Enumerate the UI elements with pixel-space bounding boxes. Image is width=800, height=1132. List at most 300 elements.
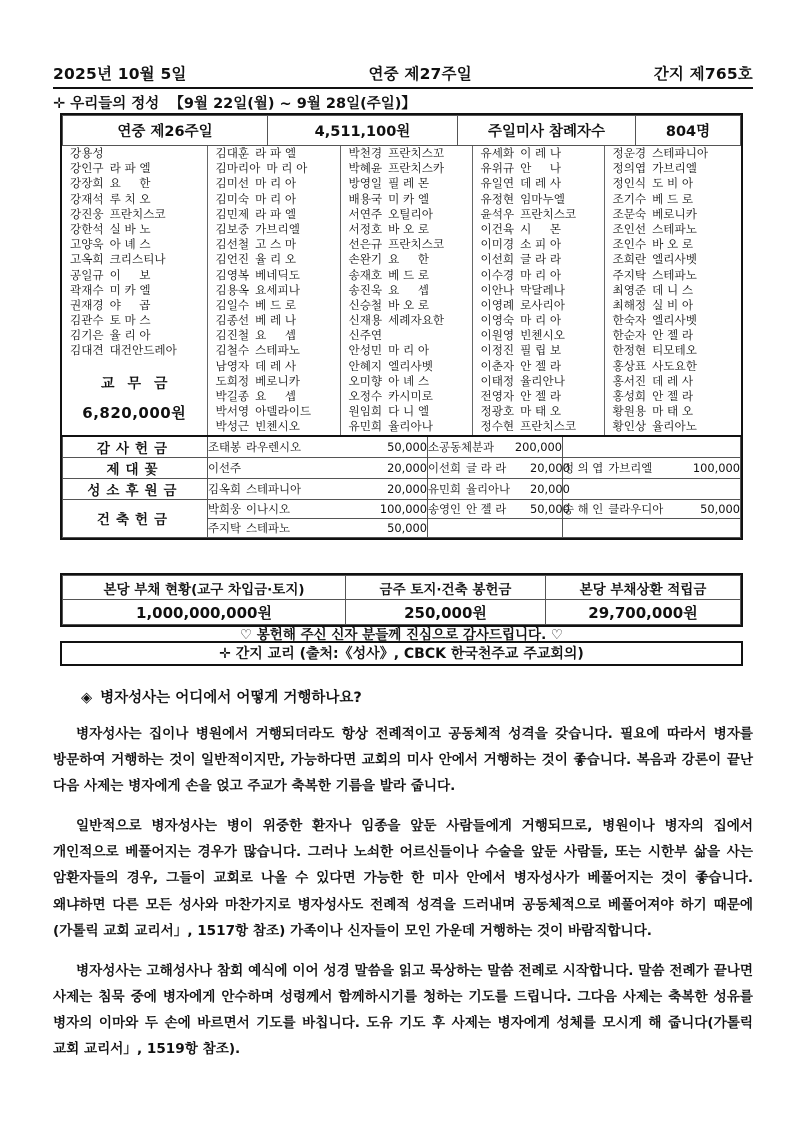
- contributor-name: [605, 313, 742, 328]
- contributor-person-name: 홍서진: [612, 373, 647, 388]
- contributor-person-name: 유세화: [480, 146, 515, 160]
- contributor-person-name: 박천경: [348, 146, 383, 160]
- donor-baptismal-name: 라우렌시오: [246, 439, 302, 454]
- contributor-baptismal-name: 마 리 아: [388, 343, 430, 358]
- contributor-name: [473, 283, 604, 298]
- contributor-person-name: 이원영: [480, 328, 515, 343]
- donor-baptismal-name: 이나시오: [246, 501, 291, 516]
- contributor-person-name: 이영숙: [480, 313, 515, 328]
- contributor-baptismal-name: 바 오 로: [652, 237, 694, 252]
- names-column-2: [207, 146, 340, 435]
- contributor-baptismal-name: 율 리 오: [255, 252, 297, 267]
- contributor-person-name: 한숙자: [612, 313, 647, 328]
- contributor-person-name: 조인수: [612, 237, 647, 252]
- contributor-baptismal-name: 프란치스코: [388, 237, 445, 252]
- donation-entry-cell: [428, 518, 563, 537]
- contributor-baptismal-name: 마 리 아: [520, 267, 562, 282]
- contributor-baptismal-name: 야 곱: [109, 297, 151, 312]
- contributor-name: [208, 389, 340, 404]
- contributor-baptismal-name: 빈첸시오: [255, 419, 300, 434]
- donor-baptismal-name: 클라우디아: [608, 501, 664, 516]
- contributor-name: [208, 404, 340, 419]
- donation-amount: 20,000: [387, 481, 427, 496]
- contributor-person-name: 강한석: [70, 221, 104, 236]
- contributor-baptismal-name: 아델라이드: [255, 404, 312, 419]
- contributor-baptismal-name: 프란치스코: [520, 206, 577, 221]
- contributor-name: [605, 237, 742, 252]
- contributor-baptismal-name: 프란치스코: [109, 206, 166, 221]
- contributor-name: [605, 207, 742, 222]
- contributor-name: [62, 207, 207, 222]
- contributor-person-name: 곽재수: [70, 282, 104, 297]
- donor-name: 유민희: [428, 481, 462, 496]
- contributor-baptismal-name: 베 드 로: [652, 191, 694, 206]
- contributor-person-name: 조희란: [612, 252, 647, 267]
- contributor-baptismal-name: 마 리 아: [520, 313, 562, 328]
- donation-entry-cell: [563, 518, 741, 537]
- contributor-person-name: 서연주: [348, 206, 383, 221]
- contributor-baptismal-name: 안 젤 라: [520, 358, 562, 373]
- contributor-person-name: 이미경: [480, 237, 515, 252]
- contributor-name: [208, 343, 340, 358]
- contributor-name: [473, 146, 604, 161]
- contributor-person-name: 정의엽: [612, 161, 647, 176]
- contributor-baptismal-name: 베네딕도: [255, 267, 300, 282]
- names-column-3: [340, 146, 472, 435]
- contributor-person-name: 정운경: [612, 146, 647, 160]
- contributor-baptismal-name: 프란치스꼬: [388, 146, 445, 160]
- contributor-baptismal-name: 엘리사벳: [652, 252, 697, 267]
- contributor-name: [605, 374, 742, 389]
- contributor-baptismal-name: 미 카 엘: [109, 282, 151, 297]
- donor-name: 김옥희: [208, 481, 242, 496]
- donation-entry-cell: [563, 499, 741, 518]
- contributor-name: [208, 146, 340, 161]
- contributor-person-name: 한정현: [612, 343, 647, 358]
- contributor-person-name: 손완기: [348, 252, 383, 267]
- offering-title-text: 우리들의 정성: [70, 96, 160, 112]
- contributor-baptismal-name: 사도요한: [652, 358, 697, 373]
- contributor-baptismal-name: 대건안드레아: [109, 343, 177, 358]
- contributor-baptismal-name: 실 비 아: [652, 297, 694, 312]
- donation-entry-cell: [208, 436, 428, 458]
- contributor-name: [605, 283, 742, 298]
- contributor-baptismal-name: 빈첸시오: [520, 328, 565, 343]
- contributor-baptismal-name: 필 레 몬: [388, 176, 430, 191]
- contributor-baptismal-name: 엘리사벳: [652, 313, 697, 328]
- donation-row: [63, 436, 741, 458]
- contributor-name: [473, 192, 604, 207]
- donation-entry-cell: [208, 499, 428, 518]
- contributor-baptismal-name: 율리아노: [652, 419, 697, 434]
- donation-amount: 50,000: [530, 501, 570, 516]
- contributor-baptismal-name: 프란치스카: [388, 161, 445, 176]
- contributor-person-name: 신주연: [348, 328, 383, 343]
- kyomu-label: 교무금: [100, 375, 181, 392]
- contributor-person-name: 안성민: [348, 343, 383, 358]
- contributor-baptismal-name: 라 파 엘: [255, 146, 297, 160]
- donation-entry-cell: [428, 457, 570, 478]
- contributor-person-name: 김선철: [215, 237, 250, 252]
- contributor-baptismal-name: 요 한: [109, 176, 151, 191]
- debt-value-1: 250,000원: [346, 600, 546, 625]
- contributor-person-name: 오미향: [348, 373, 383, 388]
- contributor-baptismal-name: 데 레 사: [255, 358, 297, 373]
- contributor-baptismal-name: 마 리 아: [255, 191, 297, 206]
- summary-week-label: 연중 제26주일: [63, 116, 268, 146]
- donor-baptismal-name: 글 라 라: [466, 460, 507, 475]
- contributor-name: [341, 161, 472, 176]
- liturgical-week: 연중 제27주일: [368, 65, 472, 83]
- contributor-name: [341, 237, 472, 252]
- contributor-baptismal-name: 안 젤 라: [520, 389, 562, 403]
- contributor-person-name: 황원용: [612, 404, 647, 419]
- names-column-5: [604, 146, 741, 435]
- contributor-baptismal-name: 크리스티나: [109, 252, 166, 267]
- contributor-name: [341, 268, 472, 283]
- contributor-name: [341, 146, 472, 161]
- contributor-baptismal-name: 스테파노: [255, 343, 300, 358]
- contributor-name: [341, 374, 472, 389]
- contributor-name: [208, 237, 340, 252]
- masthead: [53, 62, 753, 89]
- contributor-name: [605, 389, 742, 404]
- contributor-name: [208, 176, 340, 191]
- contributor-name: [473, 404, 604, 419]
- contributor-person-name: 강장희: [70, 176, 104, 191]
- contributor-name: [341, 389, 472, 404]
- donation-entry-cell: [208, 478, 428, 499]
- contributor-name: [208, 283, 340, 298]
- contributor-person-name: 선은규: [348, 237, 383, 252]
- contributor-person-name: 주지탁: [612, 267, 647, 282]
- article-paragraph-3: 병자성사는 고해성사나 참회 예식에 이어 성경 말씀을 읽고 묵상하는 말씀 전례로 시작합니다. 말씀 전례가 끝나면 사제는 침묵 중에 병자에게 안수하며 성령께서 함께하시기를 청하는 기도를 드립니다. 그다음 사제는 축복한 성유를 병자의 이마와 두 손에 바르면서 기도를 바칩니다. 도유 기도 후 사제는 병자에게 성체를 모시게 해 줍니다(가톨릭 교회 교리서」, 1519항 참조).: [53, 962, 753, 1058]
- contributor-person-name: 김미숙: [215, 191, 250, 206]
- contributor-name: [62, 283, 207, 298]
- contributor-person-name: 강용성: [70, 146, 104, 160]
- contributor-person-name: 김용옥: [215, 282, 250, 297]
- contributor-name: [341, 359, 472, 374]
- contributor-person-name: 황인상: [612, 419, 647, 434]
- contributor-name: [473, 176, 604, 191]
- donor-name: 이선희: [428, 460, 462, 475]
- contributor-baptismal-name: 가브리엘: [652, 161, 697, 176]
- contributor-baptismal-name: 엘리사벳: [388, 358, 433, 373]
- contributor-baptismal-name: 스테파노: [652, 267, 697, 282]
- names-column-1: [62, 146, 207, 435]
- donation-entry-cell: [563, 436, 741, 458]
- contributor-baptismal-name: 율 리 아: [109, 328, 151, 343]
- contributor-person-name: 방영일: [348, 176, 383, 191]
- donation-amount: 50,000: [387, 439, 427, 454]
- contributor-name: [473, 207, 604, 222]
- contributor-person-name: 강인구: [70, 161, 104, 176]
- contributor-baptismal-name: 바 오 로: [388, 221, 430, 236]
- contributor-baptismal-name: 베로니카: [255, 373, 300, 388]
- contributor-name: [62, 313, 207, 328]
- contributor-person-name: 정광호: [480, 404, 515, 419]
- contributor-name: [208, 161, 340, 176]
- contributor-baptismal-name: 아 녜 스: [388, 373, 430, 388]
- contributor-baptismal-name: 안 나: [520, 161, 561, 176]
- contributor-name: [605, 176, 742, 191]
- contributor-person-name: 고옥희: [70, 252, 104, 267]
- donation-category-label: 건축헌금: [63, 499, 208, 537]
- offering-summary-row: [62, 115, 741, 146]
- contributor-person-name: 정인식: [612, 176, 647, 191]
- contributor-name: [473, 252, 604, 267]
- contributor-baptismal-name: 임마누엘: [520, 191, 565, 206]
- contributor-person-name: 송진욱: [348, 282, 383, 297]
- contributor-name: [605, 161, 742, 176]
- contributor-name: [605, 192, 742, 207]
- donor-baptismal-name: 스테파니아: [246, 481, 302, 496]
- donation-entry-cell: [563, 478, 741, 499]
- donation-entry-cell: [563, 457, 741, 478]
- contributor-baptismal-name: 안 젤 라: [652, 328, 694, 343]
- debt-header-1: 금주 토지·건축 봉헌금: [346, 576, 546, 600]
- contributor-person-name: 이건육: [480, 221, 515, 236]
- contributor-name: [208, 328, 340, 343]
- article-body: [53, 686, 753, 1076]
- contributor-baptismal-name: 베 레 나: [255, 313, 297, 328]
- donation-amount: 50,000: [387, 520, 427, 535]
- contributor-person-name: 김종선: [215, 313, 250, 328]
- contributor-person-name: 강진웅: [70, 206, 104, 221]
- contributor-baptismal-name: 프란치스코: [520, 419, 577, 434]
- issue-number: 간지 제765호: [653, 65, 753, 83]
- contributor-person-name: 김민제: [215, 206, 250, 221]
- contributor-baptismal-name: 데 니 스: [652, 282, 694, 297]
- contributor-baptismal-name: 스테파노: [652, 221, 697, 236]
- contributor-name: [473, 419, 604, 434]
- contributor-name: [341, 222, 472, 237]
- contributor-name: [605, 359, 742, 374]
- article-heading-text: 병자성사는 어디에서 어떻게 거행하나요?: [100, 690, 362, 706]
- donation-amount: 20,000: [387, 460, 427, 475]
- contributor-name: [341, 419, 472, 434]
- contributor-name: [208, 268, 340, 283]
- contributor-person-name: 공일규: [70, 267, 104, 282]
- contributor-baptismal-name: 데 레 사: [520, 176, 562, 191]
- contributor-baptismal-name: 고 스 마: [255, 237, 297, 252]
- donation-category-label: 성소후원금: [63, 478, 208, 499]
- contributor-baptismal-name: 요 한: [388, 252, 429, 267]
- attendance-label: 주일미사 참례자수: [458, 116, 636, 146]
- contributor-person-name: 권재경: [70, 297, 104, 312]
- attendance-value: 804명: [636, 116, 741, 146]
- contributor-person-name: 유민희: [348, 419, 383, 434]
- contributor-person-name: 이정진: [480, 343, 515, 358]
- contributor-person-name: 김미선: [215, 176, 250, 191]
- contributor-person-name: 박성근: [215, 419, 250, 434]
- contributor-name: [62, 268, 207, 283]
- diamond-marker-icon: ◈: [81, 690, 93, 706]
- donation-entry-cell: [428, 436, 563, 458]
- contributor-name: [605, 404, 742, 419]
- contributor-baptismal-name: 마 리 아: [266, 161, 308, 176]
- donation-row: [63, 499, 741, 518]
- debt-value-row: [63, 600, 741, 625]
- contributor-name: [341, 207, 472, 222]
- contributor-name: [341, 192, 472, 207]
- contributor-name: [62, 298, 207, 313]
- donation-rows: [62, 435, 741, 538]
- contributor-name: [605, 419, 742, 434]
- offering-period: 【9월 22일(월) ~ 9월 28일(주일)】: [169, 96, 416, 112]
- donor-name: 송영인: [428, 501, 462, 516]
- contributor-person-name: 조문숙: [612, 206, 647, 221]
- contributor-name: [473, 389, 604, 404]
- contributor-name: [341, 283, 472, 298]
- contributor-person-name: 홍상표: [612, 358, 647, 373]
- contributor-baptismal-name: 토 마 스: [109, 313, 151, 328]
- contributor-name: [208, 374, 340, 389]
- donation-category-label: 제대꽃: [63, 457, 208, 478]
- donation-amount: 200,000: [514, 439, 562, 454]
- contributor-name: [605, 343, 742, 358]
- contributor-name: [605, 252, 742, 267]
- contributor-person-name: 김대훈: [215, 146, 250, 160]
- donor-name: 주지탁: [208, 520, 242, 535]
- donation-entry-cell: [208, 457, 428, 478]
- contributor-person-name: 신승철: [348, 297, 383, 312]
- contributor-baptismal-name: 라 파 엘: [109, 161, 151, 176]
- contributor-name: [341, 313, 472, 328]
- donation-amount: 50,000: [700, 501, 740, 516]
- contributor-baptismal-name: 데 레 사: [652, 373, 694, 388]
- contributor-person-name: 유위규: [480, 161, 515, 176]
- contributor-name: [62, 176, 207, 191]
- contributor-person-name: 고양욱: [70, 237, 104, 252]
- contributor-baptismal-name: 율리안나: [520, 373, 565, 388]
- contributor-name: [208, 207, 340, 222]
- donation-entry-cell: [208, 518, 428, 537]
- kyomu-block: [62, 359, 207, 423]
- contributor-person-name: 홍성희: [612, 389, 647, 403]
- contributor-person-name: 유정현: [480, 191, 515, 206]
- contributor-baptismal-name: 아 녜 스: [109, 237, 151, 252]
- contributor-name: [473, 298, 604, 313]
- offering-table: [60, 113, 743, 540]
- contributor-person-name: 조기수: [612, 191, 647, 206]
- contributor-name: [473, 328, 604, 343]
- contributor-baptismal-name: 세례자요한: [388, 313, 445, 328]
- contributor-name: [208, 298, 340, 313]
- contributor-name: [605, 328, 742, 343]
- donor-name: 조태봉: [208, 439, 242, 454]
- contributor-person-name: 김언진: [215, 252, 250, 267]
- contributor-baptismal-name: 마 태 오: [520, 404, 562, 419]
- contributor-baptismal-name: 요세피나: [255, 282, 300, 297]
- donation-entry-cell: [428, 499, 570, 518]
- offering-section-title: [53, 92, 416, 113]
- contributor-person-name: 박길종: [215, 389, 250, 403]
- contributor-person-name: 배용국: [348, 191, 383, 206]
- contributor-person-name: 전영자: [480, 389, 515, 403]
- contributor-person-name: 이안나: [480, 282, 515, 297]
- donation-amount: 20,000: [530, 481, 570, 496]
- contributor-person-name: 원임희: [348, 404, 383, 419]
- donor-name: 박희웅: [208, 501, 242, 516]
- contributor-person-name: 박서영: [215, 404, 250, 419]
- contributor-person-name: 최해정: [612, 297, 647, 312]
- contributor-baptismal-name: 필 립 보: [520, 343, 562, 358]
- contributor-name: [62, 222, 207, 237]
- debt-header-0: 본당 부채 현황(교구 차입금·토지): [63, 576, 346, 600]
- contributor-baptismal-name: 요 셉: [388, 282, 429, 297]
- thanks-message: ♡ 봉헌해 주신 신자 분들께 진심으로 감사드립니다. ♡: [239, 627, 564, 643]
- contributor-name: [341, 298, 472, 313]
- contributor-person-name: 박혜윤: [348, 161, 383, 176]
- names-column-4: [472, 146, 604, 435]
- contributor-person-name: 김대견: [70, 343, 104, 358]
- contributor-name: [208, 419, 340, 434]
- contributor-name: [341, 404, 472, 419]
- contributor-name: [341, 343, 472, 358]
- contributor-person-name: 최영준: [612, 282, 647, 297]
- contributor-person-name: 김기은: [70, 328, 104, 343]
- article-heading: [81, 686, 753, 707]
- debt-header-2: 본당 부채상환 적립금: [546, 576, 741, 600]
- contributor-baptismal-name: 글 라 라: [520, 252, 562, 267]
- contributor-name: [208, 222, 340, 237]
- contributor-person-name: 조인선: [612, 221, 647, 236]
- donor-name: 소공동체분과: [428, 439, 495, 454]
- contributor-person-name: 김보중: [215, 221, 250, 236]
- donor-name: 정 의 엽: [563, 460, 604, 475]
- debt-value-2: 29,700,000원: [546, 600, 741, 625]
- contributor-baptismal-name: 요 셉: [255, 328, 296, 343]
- donor-baptismal-name: 안 젤 라: [466, 501, 507, 516]
- contributor-person-name: 김일수: [215, 297, 250, 312]
- contributor-person-name: 이수경: [480, 267, 515, 282]
- contributor-person-name: 이선희: [480, 252, 515, 267]
- contributor-baptismal-name: 베로니카: [652, 206, 697, 221]
- donation-row: [63, 457, 741, 478]
- contributor-person-name: 유일연: [480, 176, 515, 191]
- contributor-name: [208, 252, 340, 267]
- donor-baptismal-name: 율리아나: [466, 481, 511, 496]
- contributor-baptismal-name: 라 파 엘: [255, 206, 297, 221]
- contributor-baptismal-name: 다 니 엘: [388, 404, 430, 419]
- contributor-baptismal-name: 스테파니아: [652, 146, 709, 160]
- contributor-person-name: 이춘자: [480, 358, 515, 373]
- contributor-baptismal-name: 이 보: [109, 267, 151, 282]
- contributor-name: [62, 161, 207, 176]
- contributor-name: [473, 237, 604, 252]
- donor-name: 송 해 인: [563, 501, 604, 516]
- contributor-name: [605, 298, 742, 313]
- contributor-name: [473, 222, 604, 237]
- donor-baptismal-name: 가브리엘: [608, 460, 653, 475]
- contributor-baptismal-name: 도 비 아: [652, 176, 694, 191]
- donor-baptismal-name: 스테파노: [246, 520, 291, 535]
- contributor-baptismal-name: 베 드 로: [255, 297, 297, 312]
- contributor-baptismal-name: 막달레나: [520, 282, 565, 297]
- contributor-baptismal-name: 카시미로: [388, 389, 433, 403]
- contributor-name: [605, 146, 742, 161]
- contributor-name: [208, 359, 340, 374]
- contributor-baptismal-name: 오틸리아: [388, 206, 433, 221]
- contributor-name: [605, 268, 742, 283]
- contributor-baptismal-name: 티모테오: [652, 343, 697, 358]
- debt-header-row: [63, 576, 741, 600]
- contributor-name: [62, 146, 207, 161]
- contributor-name: [62, 192, 207, 207]
- contributor-person-name: 김진철: [215, 328, 250, 343]
- contributor-name: [341, 176, 472, 191]
